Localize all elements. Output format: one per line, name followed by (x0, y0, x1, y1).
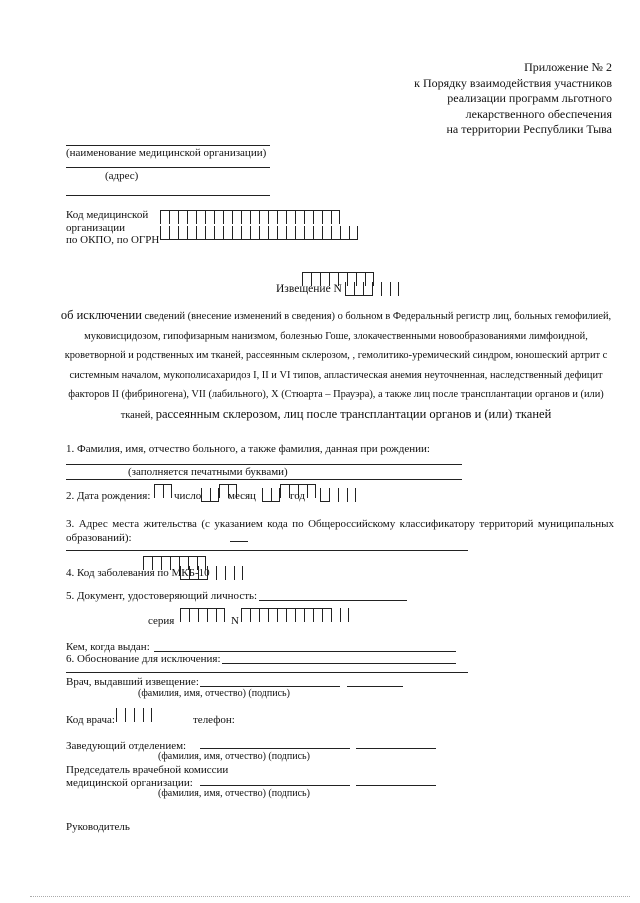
okpo-code-cells[interactable] (160, 210, 340, 224)
field-4-label: 4. Код заболевания по МКБ-10 (66, 567, 210, 579)
document-type-line[interactable] (259, 600, 407, 601)
head-fio-line[interactable] (200, 748, 350, 749)
org-code-label (66, 209, 159, 247)
org-code-label-line: организации (66, 221, 126, 234)
chairman-sign-line[interactable] (356, 785, 436, 786)
org-address-line-1[interactable] (66, 167, 270, 168)
field-2-label: 2. Дата рождения: (66, 490, 151, 502)
field-1-hint: (заполняется печатными буквами) (128, 466, 288, 478)
ogrn-code-cells[interactable] (160, 226, 358, 240)
year-cells-b[interactable] (320, 488, 356, 502)
director-label: Руководитель (66, 821, 130, 833)
notice-paragraph-body: сведений (внесение изменений в сведения) о больном в Федеральный регистр лиц, больных гемофилией, муковисцидозом, гипофизарным нанизмом, болезнью Гоше, злокачественными новообразованиями лимфоидной, кроветворной и родственных им тканей, рассеянным склерозом, , гемолитико-уремический синдром, юношеский артрит с системным началом, мукополисахаридоз I, II и VI типов, апластическая анемия неуточненная, наследственный дефицит факторов II (фибриногена), VII (лабильного), X (Стюарта – Прауэра), а также лиц после трансплантации органов и (или) тканей, (64, 311, 612, 421)
day-cells[interactable] (154, 484, 172, 498)
fio-input-line[interactable] (66, 464, 462, 465)
fio-input-line-2[interactable] (66, 479, 462, 480)
chairman-fio-line[interactable] (200, 785, 350, 786)
notice-number-cells[interactable] (345, 282, 399, 296)
doctor-label: Врач, выдавший извещение: (66, 676, 199, 688)
chairman-sign-hint: (фамилия, имя, отчество) (подпись) (158, 788, 310, 799)
org-name-hint: (наименование медицинской организации) (66, 147, 267, 159)
org-address-hint: (адрес) (105, 170, 139, 182)
doctor-fio-line[interactable] (200, 686, 340, 687)
doc-number-cells[interactable] (241, 608, 349, 622)
attachment-header (414, 60, 612, 138)
month-label: месяц (228, 490, 256, 502)
notice-paragraph-start: об исключении (60, 308, 142, 322)
doctor-sign-hint: (фамилия, имя, отчество) (подпись) (138, 688, 290, 699)
icd-code-cells[interactable] (180, 566, 243, 580)
phone-label: телефон: (193, 714, 235, 726)
org-name-line[interactable] (66, 145, 270, 146)
head-sign-hint: (фамилия, имя, отчество) (подпись) (158, 751, 310, 762)
day-label: число (174, 490, 202, 502)
doctor-sign-line[interactable] (347, 686, 403, 687)
page-bottom-edge (30, 896, 630, 897)
year-label: год (290, 490, 306, 502)
header-line: на территории Республики Тыва (446, 122, 612, 136)
org-address-line-2[interactable] (66, 195, 270, 196)
month-cells-b[interactable] (262, 488, 280, 502)
reason-line[interactable] (222, 663, 456, 664)
field-3-label: 3. Адрес места жительства (с указанием кода по Общероссийскому классификатору территорий муниципальных образований): (66, 518, 614, 544)
doctor-code-cells[interactable] (116, 708, 152, 722)
org-code-label-line: Код медицинской (66, 209, 149, 221)
header-line: к Порядку взаимодействия участников (414, 75, 612, 90)
doctor-code-label: Код врача: (66, 714, 115, 726)
header-line: лекарственного обеспечения (465, 106, 612, 121)
notice-paragraph-end: рассеянным склерозом, лиц после трансплантации органов и (или) тканей (155, 406, 552, 421)
doc-number-label: N (231, 615, 239, 627)
issued-label: Кем, когда выдан: (66, 641, 150, 653)
day-cells-b[interactable] (201, 488, 219, 502)
chairman-label-line: медицинской организации: (66, 776, 193, 789)
address-line-1[interactable] (230, 541, 248, 542)
field-6-label: 6. Обоснование для исключения: (66, 653, 221, 665)
notice-description (60, 306, 612, 425)
head-dept-label: Заведующий отделением: (66, 740, 187, 752)
address-line-2[interactable] (66, 550, 468, 551)
org-code-label-line: по ОКПО, по ОГРН (66, 234, 160, 246)
chairman-label-line: Председатель врачебной комиссии (66, 764, 229, 776)
header-line: Приложение № 2 (524, 60, 612, 74)
field-1-label: 1. Фамилия, имя, отчество больного, а также фамилия, данная при рождении: (66, 443, 430, 455)
series-label: серия (148, 615, 175, 627)
reason-line-2[interactable] (66, 672, 468, 673)
series-cells[interactable] (180, 608, 225, 622)
field-5-label: 5. Документ, удостоверяющий личность: (66, 590, 258, 602)
issued-line[interactable] (154, 651, 456, 652)
notice-label: Извещение N (276, 283, 342, 295)
header-line: реализации программ льготного (447, 91, 612, 105)
head-sign-line[interactable] (356, 748, 436, 749)
